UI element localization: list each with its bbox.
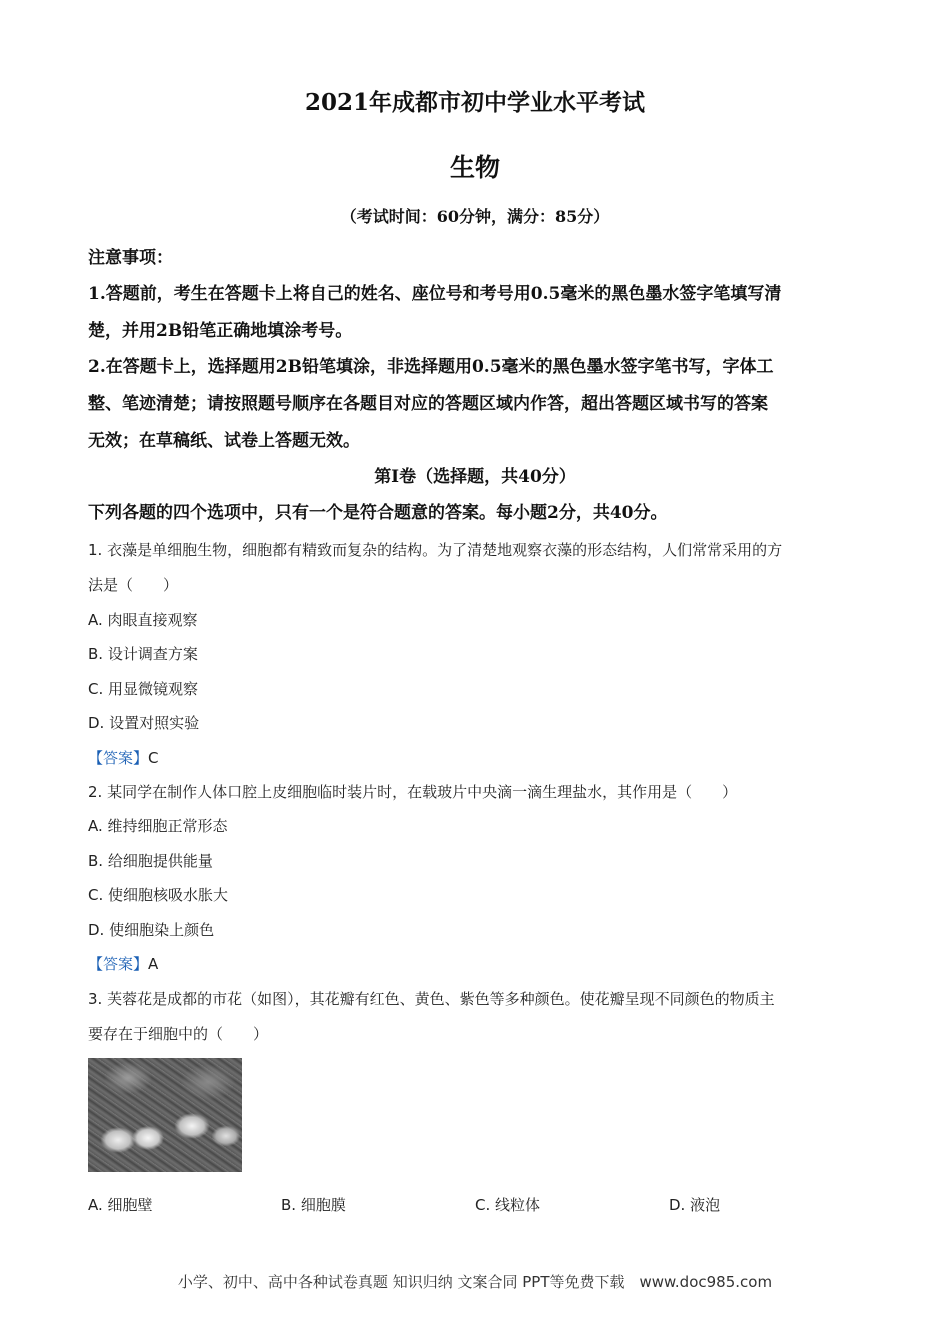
answer-value: C [148, 749, 159, 767]
notes-line: 2.在答题卡上，选择题用2B铅笔填涂，非选择题用0.5毫米的黑色墨水签字笔书写，字体工 [88, 357, 774, 377]
answer-tag: 【答案】 [88, 955, 149, 973]
exam-title: 2021年成都市初中学业水平考试 [304, 89, 645, 116]
option: B. 给细胞提供能量 [88, 852, 213, 870]
option: D. 使细胞染上颜色 [88, 921, 215, 939]
answer-tag: 【答案】 [88, 749, 149, 767]
option: B. 设计调查方案 [88, 645, 198, 663]
question-stem: 法是（ ） [88, 576, 179, 594]
option: A. 维持细胞正常形态 [88, 817, 228, 835]
option: D. 液泡 [669, 1196, 721, 1214]
section-instruction: 下列各题的四个选项中，只有一个是符合题意的答案。每小题2分，共40分。 [88, 503, 668, 523]
notes-line: 1.答题前，考生在答题卡上将自己的姓名、座位号和考号用0.5毫米的黑色墨水签字笔填写清 [88, 284, 782, 304]
question-stem: 2. 某同学在制作人体口腔上皮细胞临时装片时，在载玻片中央滴一滴生理盐水，其作用是（ ） [88, 783, 738, 801]
hibiscus-flower-photo [88, 1058, 242, 1172]
option: A. 肉眼直接观察 [88, 611, 198, 629]
option: A. 细胞壁 [88, 1196, 153, 1214]
option: D. 设置对照实验 [88, 714, 200, 732]
option: C. 线粒体 [475, 1196, 541, 1214]
question-stem: 要存在于细胞中的（ ） [88, 1025, 269, 1043]
answer-value: A [148, 955, 159, 973]
question-stem: 1. 衣藻是单细胞生物，细胞都有精致而复杂的结构。为了清楚地观察衣藻的形态结构，人们常常采用的方 [88, 541, 783, 559]
notes-heading: 注意事项： [88, 248, 173, 268]
question-stem: 3. 芙蓉花是成都的市花（如图），其花瓣有红色、黄色、紫色等多种颜色。使花瓣呈现不同颜色的物质主 [88, 990, 775, 1008]
answer-line [88, 747, 159, 768]
option: B. 细胞膜 [281, 1196, 346, 1214]
footer-text: 小学、初中、高中各种试卷真题 知识归纳 文案合同 PPT等免费下载 www.doc985.com [177, 1273, 773, 1291]
option: C. 用显微镜观察 [88, 680, 199, 698]
section-heading: 第Ⅰ卷（选择题，共40分） [374, 467, 576, 487]
answer-line [88, 953, 158, 974]
option: C. 使细胞核吸水胀大 [88, 886, 229, 904]
notes-line: 楚，并用2B铅笔正确地填涂考号。 [88, 321, 353, 341]
notes-line: 整、笔迹清楚；请按照题号顺序在各题目对应的答题区域内作答，超出答题区域书写的答案 [88, 394, 768, 414]
notes-line: 无效；在草稿纸、试卷上答题无效。 [88, 431, 360, 451]
exam-info: （考试时间：60分钟，满分：85分） [340, 207, 610, 226]
subject-title: 生物 [449, 153, 500, 182]
